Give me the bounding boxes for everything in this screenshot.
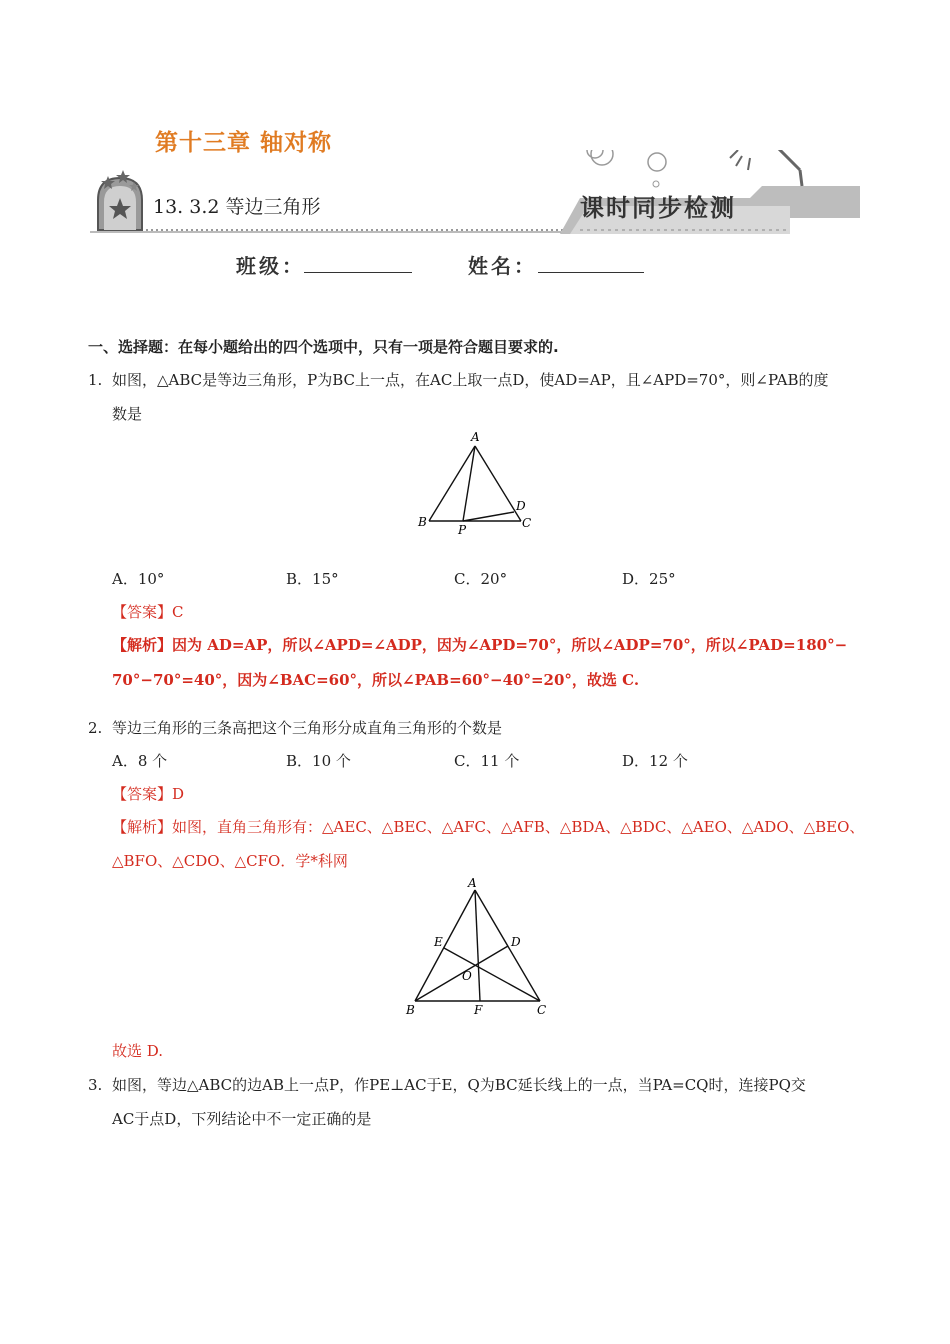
- label-o: O: [462, 969, 472, 983]
- segment-ab: [429, 446, 475, 521]
- option-a[interactable]: A．8 个: [112, 752, 168, 770]
- section-heading: 一、选择题：在每小题给出的四个选项中，只有一项是符合题目要求的.: [88, 338, 559, 356]
- altitude-af: [475, 890, 480, 1001]
- class-input-line[interactable]: [304, 250, 412, 273]
- segment-ac: [475, 446, 521, 521]
- question-number: 3.: [88, 1076, 103, 1094]
- segment-pd: [463, 512, 514, 521]
- desk-lamp-icon: [730, 150, 802, 186]
- label-b: B: [418, 515, 427, 529]
- option-d[interactable]: D．25°: [622, 570, 676, 588]
- label-p: P: [458, 523, 467, 537]
- question-number: 1.: [88, 371, 103, 389]
- option-d[interactable]: D．12 个: [622, 752, 688, 770]
- option-c[interactable]: C．11 个: [454, 752, 520, 770]
- chapter-title: 第十三章 轴对称: [155, 130, 333, 156]
- name-input-line[interactable]: [538, 250, 644, 273]
- star-badge-icon: [98, 170, 142, 230]
- triangle-figure: [410, 426, 540, 541]
- label-f: F: [474, 1003, 483, 1016]
- class-label: 班级：: [236, 254, 305, 278]
- label-d: D: [511, 935, 521, 949]
- conclusion: 故选 D.: [112, 1042, 164, 1060]
- question-text: 数是: [112, 405, 143, 423]
- label-b: B: [406, 1003, 415, 1016]
- label-a: A: [468, 876, 477, 890]
- banner-title: 课时同步检测: [580, 193, 736, 222]
- name-label: 姓名：: [468, 254, 537, 278]
- label-e: E: [434, 935, 443, 949]
- section-title: 13. 3.2 等边三角形: [153, 196, 321, 218]
- option-b[interactable]: B．15°: [286, 570, 339, 588]
- option-a[interactable]: A．10°: [112, 570, 165, 588]
- answer: 【答案】C: [112, 603, 184, 621]
- question-number: 2.: [88, 719, 103, 737]
- answer: 【答案】D: [112, 785, 185, 803]
- question-text: 等边三角形的三条高把这个三角形分成直角三角形的个数是: [112, 719, 503, 737]
- analysis: △BFO、△CDO、△CFO．学*科网: [112, 852, 348, 870]
- option-b[interactable]: B．10 个: [286, 752, 351, 770]
- segment-ab: [415, 890, 475, 1001]
- analysis: 【解析】因为 AD=AP，所以∠APD=∠ADP，因为∠APD=70°，所以∠ADP=70°，所以∠PAD=180°−: [112, 636, 848, 654]
- altitudes-figure: [400, 876, 560, 1016]
- analysis: 70°−70°=40°，因为∠BAC=60°，所以∠PAB=60°−40°=20°，故选 C.: [112, 671, 640, 689]
- label-d: D: [516, 499, 526, 513]
- segment-ap: [463, 446, 475, 521]
- option-c[interactable]: C．20°: [454, 570, 508, 588]
- question-text: AC于点D，下列结论中不一定正确的是: [112, 1110, 372, 1128]
- question-text: 如图，等边△ABC的边AB上一点P，作PE⊥AC于E，Q为BC延长线上的一点，当PA=CQ时，连接PQ交: [112, 1076, 806, 1094]
- label-a: A: [471, 430, 480, 444]
- label-c: C: [522, 516, 532, 530]
- label-c: C: [537, 1003, 547, 1016]
- analysis: 【解析】如图，直角三角形有：△AEC、△BEC、△AFC、△AFB、△BDA、△BDC、△AEO、△ADO、△BEO、: [112, 818, 865, 836]
- bubbles-icon: [587, 150, 666, 187]
- question-text: 如图，△ABC是等边三角形，P为BC上一点，在AC上取一点D，使AD=AP，且∠APD=70°，则∠PAB的度: [112, 371, 829, 389]
